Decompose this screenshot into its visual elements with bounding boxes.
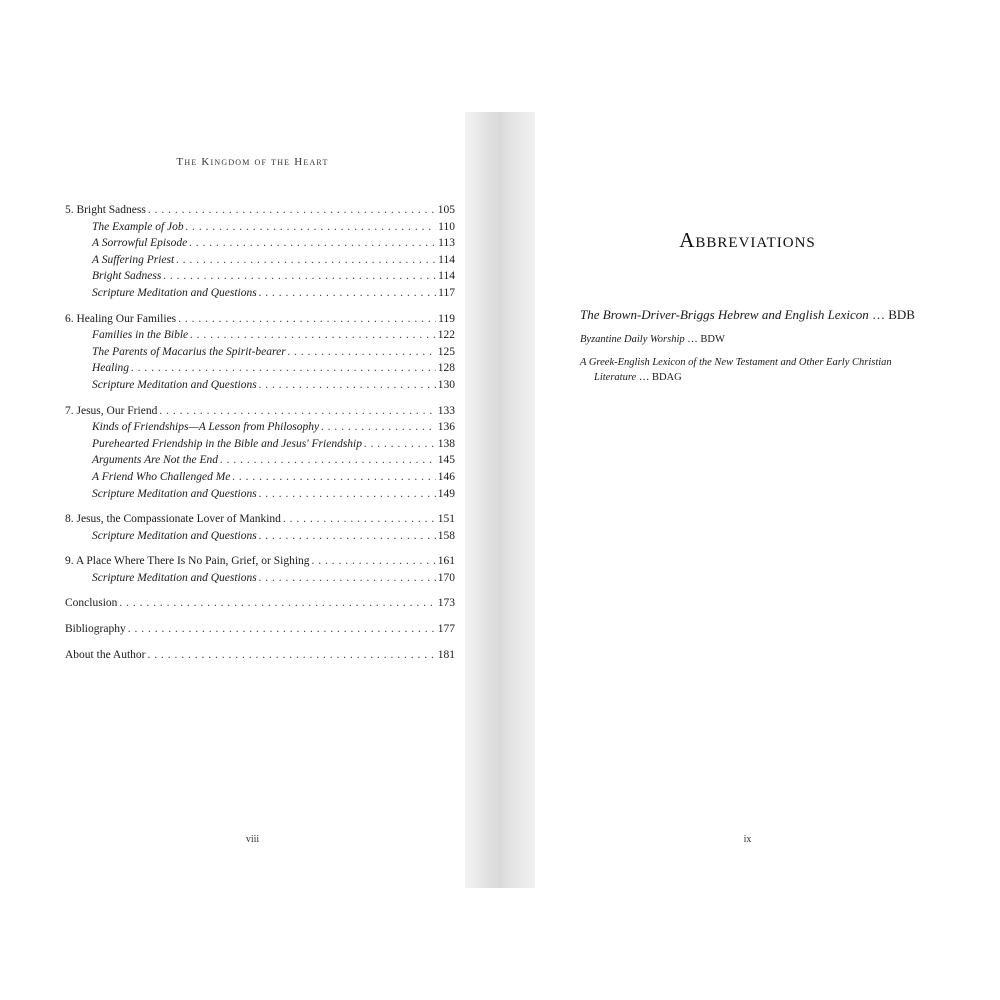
page-number-right: ix (743, 834, 752, 845)
toc-subentry-page: 128 (437, 362, 455, 375)
toc-entry (65, 204, 455, 221)
dot-leader (220, 454, 436, 466)
toc-subentry-page: 117 (438, 286, 455, 299)
toc-chapter (65, 313, 455, 396)
toc-subentry (65, 270, 455, 287)
page-number-left: viii (245, 834, 260, 845)
table-of-contents (65, 204, 455, 674)
abbreviation-entry (580, 355, 925, 385)
toc-entry-page: 133 (437, 404, 455, 417)
toc-subentry (65, 346, 455, 363)
toc-subentry-page: 170 (437, 571, 455, 584)
toc-entry-page: 151 (437, 513, 455, 526)
dot-leader (189, 237, 436, 249)
toc-entry (65, 555, 455, 572)
dot-leader (364, 438, 436, 450)
abbreviations-heading: Abbreviations (679, 228, 816, 252)
toc-subentry-title: A Friend Who Challenged Me (92, 470, 231, 483)
toc-chapter (65, 513, 455, 546)
toc-subentry-page: 122 (437, 329, 455, 342)
toc-subentry-page: 158 (437, 529, 455, 542)
dot-leader (128, 623, 436, 635)
toc-entry (65, 649, 455, 666)
toc-subentry-title: Scripture Meditation and Questions (92, 378, 257, 391)
toc-subentry-page: 130 (437, 378, 455, 391)
toc-entry-page: 161 (437, 555, 455, 568)
dot-leader (259, 379, 436, 391)
abbreviation-entry (580, 306, 925, 323)
toc-subentry (65, 379, 455, 396)
toc-subentry-page: 114 (438, 270, 455, 283)
toc-chapter (65, 204, 455, 304)
toc-subentry-page: 146 (437, 470, 455, 483)
toc-subentry-title: A Sorrowful Episode (92, 237, 188, 250)
dot-leader (159, 405, 435, 417)
toc-entry-title: 6. Healing Our Families (65, 312, 177, 325)
toc-subentry-title: Scripture Meditation and Questions (92, 487, 257, 500)
toc-chapter (65, 649, 455, 666)
toc-entry-page: 105 (437, 204, 455, 216)
toc-subentry-page: 125 (437, 345, 455, 358)
abbreviation-work: A Greek-English Lexicon of the New Testament and Other Early Christian Literature (580, 357, 892, 383)
abbreviations-list (580, 306, 925, 393)
toc-chapter (65, 597, 455, 614)
toc-subentry (65, 438, 455, 455)
toc-subentry-page: 136 (437, 421, 455, 434)
toc-chapter (65, 623, 455, 640)
running-head: The Kingdom of the Heart (176, 156, 329, 168)
dot-leader (259, 572, 436, 584)
toc-subentry-title: Scripture Meditation and Questions (92, 571, 257, 584)
dot-leader (163, 270, 436, 282)
dot-leader (288, 346, 436, 358)
toc-subentry-page: 145 (437, 454, 455, 467)
abbreviation-code: BDB (888, 307, 915, 322)
abbreviation-separator: … (868, 307, 889, 322)
dot-leader (232, 471, 435, 483)
dot-leader (178, 313, 436, 325)
toc-entry (65, 597, 455, 614)
abbreviation-work: Byzantine Daily Worship (580, 334, 685, 345)
left-page (40, 112, 465, 888)
toc-subentry-title: Purehearted Friendship in the Bible and Jesus' Friendship (92, 437, 363, 450)
toc-subentry-title: The Parents of Macarius the Spirit-bearer (92, 345, 286, 358)
toc-subentry-title: The Example of Job (92, 220, 184, 233)
toc-entry-page: 119 (438, 312, 455, 325)
dot-leader (259, 287, 436, 299)
toc-subentry-title: Arguments Are Not the End (92, 454, 219, 467)
toc-entry-page: 181 (437, 648, 455, 661)
abbreviation-separator: … (636, 372, 652, 383)
toc-entry-title: 9. A Place Where There Is No Pain, Grief, or Sighing (65, 555, 310, 568)
toc-subentry-title: Scripture Meditation and Questions (92, 529, 257, 542)
dot-leader (119, 597, 435, 609)
toc-subentry (65, 362, 455, 379)
toc-subentry-page: 113 (438, 237, 455, 250)
toc-entry (65, 405, 455, 422)
dot-leader (259, 488, 436, 500)
toc-entry (65, 513, 455, 530)
toc-subentry (65, 572, 455, 589)
toc-subentry (65, 454, 455, 471)
toc-subentry-title: Kinds of Friendships—A Lesson from Philosophy (92, 421, 320, 434)
dot-leader (190, 329, 436, 341)
toc-entry-title: Conclusion (65, 597, 118, 610)
abbreviation-code: BDAG (651, 372, 682, 383)
dot-leader (312, 555, 436, 567)
dot-leader (131, 362, 436, 374)
dot-leader (186, 221, 437, 233)
toc-chapter (65, 405, 455, 505)
toc-entry (65, 623, 455, 640)
toc-subentry-title: Healing (92, 362, 130, 375)
toc-subentry-page: 114 (438, 253, 455, 266)
toc-subentry-title: Scripture Meditation and Questions (92, 286, 257, 299)
dot-leader (259, 530, 436, 542)
toc-entry-page: 173 (437, 597, 455, 610)
abbreviation-separator: … (684, 334, 701, 345)
abbreviation-code: BDW (700, 334, 725, 345)
toc-entry (65, 313, 455, 330)
toc-subentry (65, 237, 455, 254)
toc-entry-page: 177 (437, 623, 455, 636)
toc-chapter (65, 555, 455, 588)
dot-leader (176, 254, 436, 266)
toc-subentry-page: 138 (437, 437, 455, 450)
right-page (535, 112, 960, 888)
toc-subentry-page: 149 (437, 487, 455, 500)
toc-subentry (65, 471, 455, 488)
toc-entry-title: Bibliography (65, 623, 126, 636)
dot-leader (148, 649, 436, 661)
toc-subentry-page: 110 (438, 220, 455, 233)
toc-subentry (65, 488, 455, 505)
toc-subentry (65, 421, 455, 438)
toc-entry-title: 7. Jesus, Our Friend (65, 404, 158, 417)
toc-subentry (65, 530, 455, 547)
book-gutter-shadow (460, 112, 540, 888)
abbreviation-work: The Brown-Driver-Briggs Hebrew and English Lexicon (580, 307, 869, 322)
toc-entry-title: About the Author (65, 648, 146, 661)
toc-subentry (65, 221, 455, 238)
dot-leader (148, 204, 436, 216)
toc-subentry (65, 329, 455, 346)
dot-leader (321, 421, 436, 433)
toc-entry-title: 8. Jesus, the Compassionate Lover of Mankind (65, 513, 281, 526)
toc-subentry (65, 254, 455, 271)
toc-subentry-title: Bright Sadness (92, 270, 162, 283)
abbreviation-entry (580, 332, 925, 347)
toc-subentry (65, 287, 455, 304)
toc-subentry-title: A Suffering Priest (92, 253, 175, 266)
toc-entry-title: 5. Bright Sadness (65, 204, 146, 216)
toc-subentry-title: Families in the Bible (92, 329, 189, 342)
dot-leader (283, 513, 436, 525)
